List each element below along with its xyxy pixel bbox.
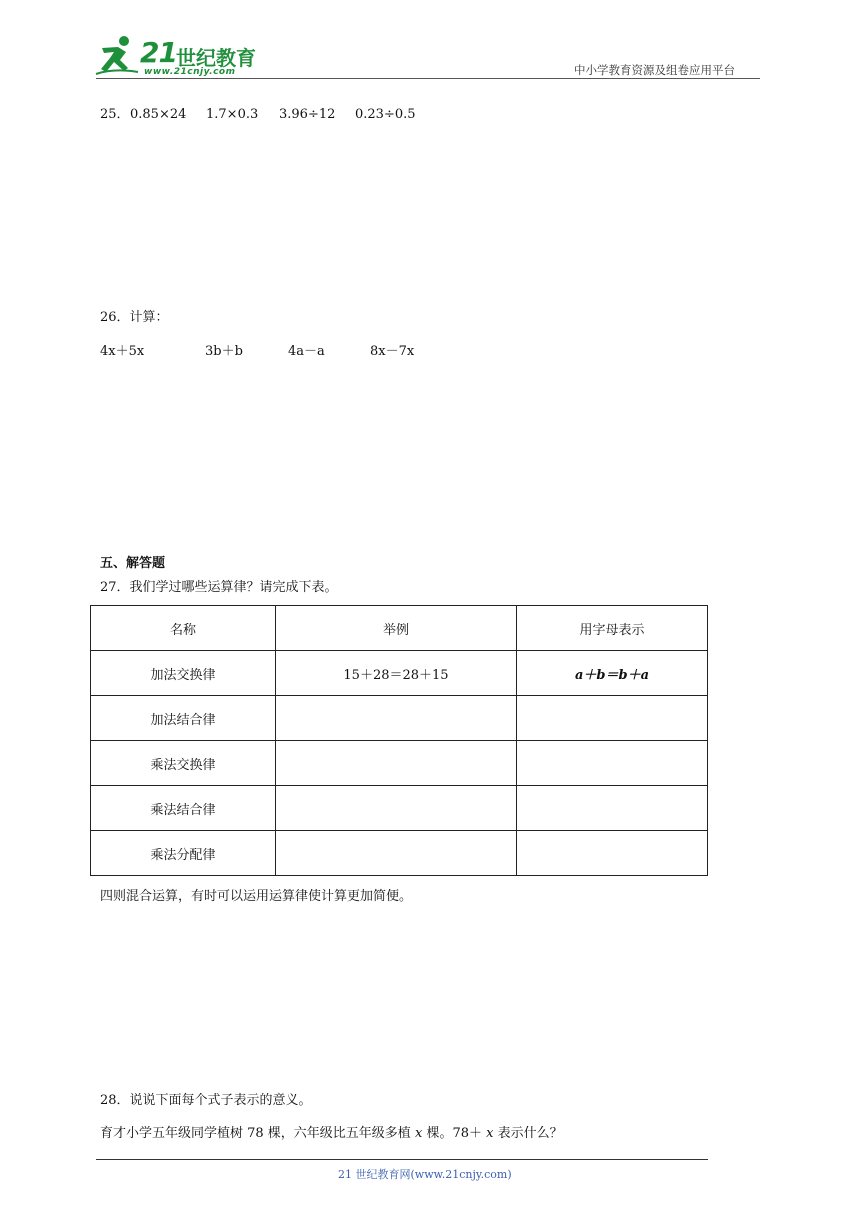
table-header-row bbox=[91, 606, 708, 651]
question-prompt: 计算： bbox=[129, 310, 169, 325]
q28-variable-x: x bbox=[414, 1126, 423, 1141]
q25-item-3: 3.96÷12 bbox=[279, 107, 336, 122]
q28-variable-x: x bbox=[486, 1126, 494, 1141]
table-row bbox=[91, 786, 708, 831]
q28-text-1: 育才小学五年级同学植树 78 棵，六年级比五年级多植 bbox=[100, 1126, 411, 1141]
row-letter-formula-blank[interactable] bbox=[517, 696, 708, 741]
q28-text-2: 棵。78＋ bbox=[426, 1126, 482, 1141]
row-law-name: 加法结合律 bbox=[91, 696, 276, 741]
question-26 bbox=[100, 310, 169, 326]
q27-note: 四则混合运算，有时可以运用运算律使计算更加简便。 bbox=[100, 889, 413, 904]
header-rule bbox=[96, 78, 760, 79]
section-title: 五、解答题 bbox=[100, 556, 166, 571]
logo-text: 世纪教育 bbox=[176, 46, 256, 70]
footer-link[interactable]: 21 世纪教育网(www.21cnjy.com) bbox=[338, 1168, 512, 1181]
q26-item-1: 4x＋5x bbox=[100, 344, 145, 359]
footer-rule bbox=[96, 1159, 708, 1160]
table-row bbox=[91, 831, 708, 876]
row-letter-formula-blank[interactable] bbox=[517, 741, 708, 786]
table-row bbox=[91, 696, 708, 741]
question-number: 26． bbox=[100, 310, 130, 325]
question-prompt: 我们学过哪些运算律？请完成下表。 bbox=[129, 580, 338, 595]
logo-number: 21 bbox=[140, 36, 177, 69]
row-law-name: 乘法分配律 bbox=[91, 831, 276, 876]
header-cell-example: 举例 bbox=[276, 606, 517, 651]
row-example-blank[interactable] bbox=[276, 741, 517, 786]
row-example-blank[interactable] bbox=[276, 786, 517, 831]
question-27 bbox=[100, 580, 338, 596]
row-example-blank[interactable] bbox=[276, 831, 517, 876]
q25-item-1: 0.85×24 bbox=[130, 107, 187, 122]
question-25 bbox=[100, 107, 130, 123]
row-letter-formula: a＋b＝b＋a bbox=[517, 651, 708, 696]
question-number: 25． bbox=[100, 107, 130, 122]
q28-body bbox=[100, 1126, 563, 1142]
header-cell-name: 名称 bbox=[91, 606, 276, 651]
row-letter-formula-blank[interactable] bbox=[517, 786, 708, 831]
q25-item-4: 0.23÷0.5 bbox=[355, 107, 416, 122]
row-law-name: 加法交换律 bbox=[91, 651, 276, 696]
question-number: 28． bbox=[100, 1093, 130, 1108]
q26-item-3: 4a－a bbox=[288, 344, 325, 359]
q26-item-2: 3b＋b bbox=[205, 344, 243, 359]
header-title: 中小学教育资源及组卷应用平台 bbox=[574, 63, 735, 77]
row-law-name: 乘法交换律 bbox=[91, 741, 276, 786]
table-row bbox=[91, 651, 708, 696]
question-28 bbox=[100, 1093, 312, 1109]
logo bbox=[94, 34, 264, 80]
row-letter-formula-blank[interactable] bbox=[517, 831, 708, 876]
question-number: 27． bbox=[100, 580, 130, 595]
row-example-blank[interactable] bbox=[276, 696, 517, 741]
laws-table bbox=[90, 605, 708, 876]
q25-item-2: 1.7×0.3 bbox=[206, 107, 259, 122]
q26-item-4: 8x－7x bbox=[370, 344, 415, 359]
header-cell-letters: 用字母表示 bbox=[517, 606, 708, 651]
row-example: 15＋28＝28＋15 bbox=[276, 651, 517, 696]
table-row bbox=[91, 741, 708, 786]
row-law-name: 乘法结合律 bbox=[91, 786, 276, 831]
runner-logo-icon bbox=[94, 34, 140, 76]
q28-text-3: 表示什么？ bbox=[497, 1126, 563, 1141]
logo-url: www.21cnjy.com bbox=[144, 67, 236, 77]
question-prompt: 说说下面每个式子表示的意义。 bbox=[129, 1093, 312, 1108]
